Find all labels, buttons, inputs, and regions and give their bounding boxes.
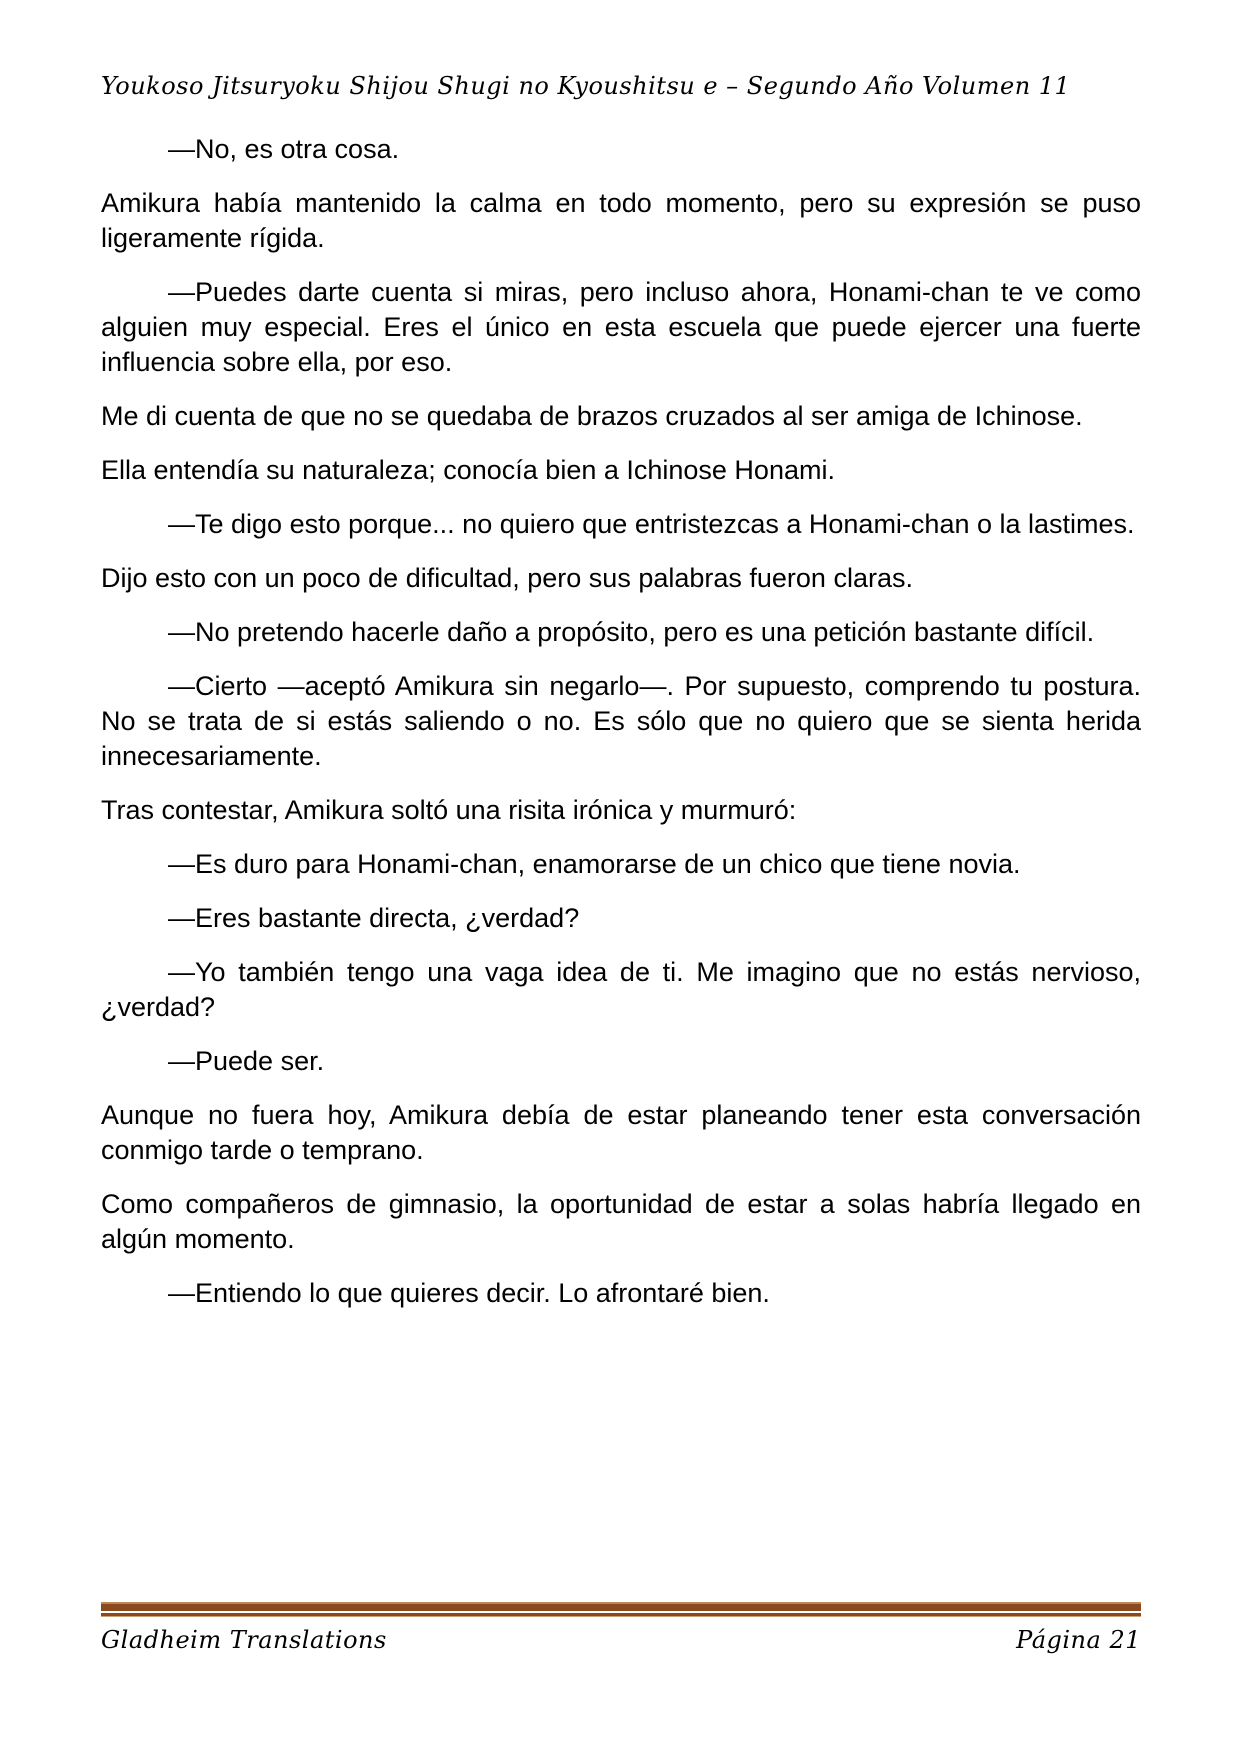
paragraph-dialog: —Entiendo lo que quieres decir. Lo afrontaré bien.	[168, 1278, 770, 1308]
paragraph-dialog: —Yo también tengo una vaga idea de ti. Me imagino que no estás nervioso, ¿verdad?	[101, 957, 1141, 1022]
footer-translator-name: Gladheim Translations	[101, 1626, 387, 1654]
paragraph-narration: Como compañeros de gimnasio, la oportunidad de estar a solas habría llegado en algún momento.	[101, 1189, 1141, 1254]
paragraph-narration: Amikura había mantenido la calma en todo momento, pero su expresión se puso ligeramente rígida.	[101, 188, 1141, 253]
paragraph-dialog: —Puede ser.	[168, 1046, 325, 1076]
paragraph-dialog: —Te digo esto porque... no quiero que entristezcas a Honami-chan o la lastimes.	[168, 509, 1135, 539]
footer-page-number: Página 21	[1016, 1626, 1141, 1654]
page-body	[101, 132, 1141, 1330]
paragraph-dialog: —Cierto —aceptó Amikura sin negarlo—. Por supuesto, comprendo tu postura. No se trata de si estás saliendo o no. Es sólo que no quiero que se sienta herida innecesariamente.	[101, 671, 1141, 771]
paragraph-narration: Tras contestar, Amikura soltó una risita irónica y murmuró:	[101, 795, 797, 825]
paragraph-narration: Aunque no fuera hoy, Amikura debía de estar planeando tener esta conversación conmigo tarde o temprano.	[101, 1100, 1141, 1165]
paragraph-dialog: —Es duro para Honami-chan, enamorarse de un chico que tiene novia.	[168, 849, 1021, 879]
page-footer	[101, 1626, 1141, 1654]
footer-divider	[101, 1602, 1141, 1617]
paragraph-narration: Me di cuenta de que no se quedaba de brazos cruzados al ser amiga de Ichinose.	[101, 401, 1083, 431]
header-title: Youkoso Jitsuryoku Shijou Shugi no Kyoushitsu e – Segundo Año Volumen 11	[101, 72, 1071, 100]
paragraph-narration: Dijo esto con un poco de dificultad, pero sus palabras fueron claras.	[101, 563, 913, 593]
footer-divider-line-thick	[101, 1604, 1141, 1611]
footer-divider-line-tan-bottom	[101, 1616, 1141, 1617]
paragraph-dialog: —No pretendo hacerle daño a propósito, pero es una petición bastante difícil.	[168, 617, 1095, 647]
paragraph-dialog: —No, es otra cosa.	[168, 134, 400, 164]
paragraph-narration: Ella entendía su naturaleza; conocía bien a Ichinose Honami.	[101, 455, 835, 485]
paragraph-dialog: —Eres bastante directa, ¿verdad?	[168, 903, 580, 933]
page-header	[101, 70, 1141, 102]
paragraph-dialog: —Puedes darte cuenta si miras, pero incluso ahora, Honami-chan te ve como alguien muy especial. Eres el único en esta escuela que puede ejercer una fuerte influencia sobre ella, por eso.	[101, 277, 1141, 377]
